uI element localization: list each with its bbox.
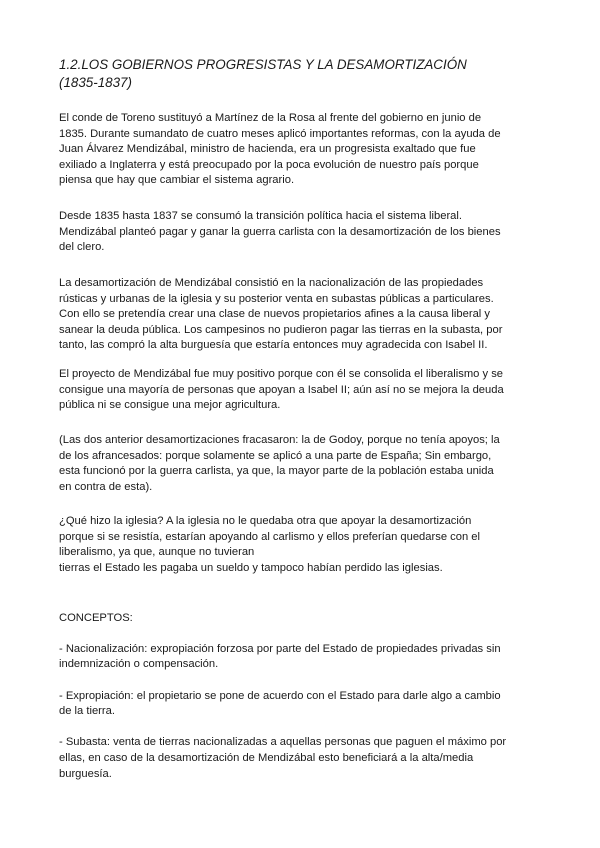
concept-expropiacion: - Expropiación: el propietario se pone de acuerdo con el Estado para darle algo a cambio de la tierra. bbox=[59, 689, 501, 718]
paragraph-liberal-transition: Desde 1835 hasta 1837 se consumó la transición política hacia el sistema liberal. Mendizábal planteó pagar y ganar la guerra carlista con la desamortización de los bienes del clero. bbox=[59, 210, 501, 254]
paragraph-project-evaluation: El proyecto de Mendizábal fue muy positivo porque con él se consolida el liberalismo y se consigue una mayoría de personas que apoyan a Isabel II; aún así no se mejora la deuda pública ni se consigue una mejor agricultura. bbox=[59, 368, 504, 412]
paragraph-previous-desamortizations: (Las dos anterior desamortizaciones fracasaron: la de Godoy, porque no tenía apoyos; la de los afrancesados: porque solamente se aplicó a una parte de España; Sin embargo, esta funcionó por la guerra carlista, ya que, la mayor parte de la población estaba unida en contra de esta). bbox=[59, 434, 500, 493]
document-title: 1.2.LOS GOBIERNOS PROGRESISTAS Y LA DESAMORTIZACIÓN (1835-1837) bbox=[59, 57, 467, 90]
concept-subasta: - Subasta: venta de tierras nacionalizadas a aquellas personas que paguen el máximo por ellas, en caso de la desamortización de Mendizábal esto beneficiará a la alta/media burguesía. bbox=[59, 736, 507, 780]
concepts-section bbox=[59, 595, 549, 798]
paragraph-church-response: ¿Qué hizo la iglesia? A la iglesia no le quedaba otra que apoyar la desamortización porque si se resistía, estarían apoyando al carlismo y ellos preferían quedarse con el liberalismo, ya que, aunque no tuvieran tierras el Estado les pagaba un sueldo y tampoco habían perdido las iglesias. bbox=[59, 515, 481, 574]
paragraph-desamortizacion-definition: La desamortización de Mendizábal consistió en la nacionalización de las propiedades rústicas y urbanas de la iglesia y su posterior venta en subastas públicas a particulares. Con ello se pretendía crear una clase de nuevos propietarios afines a la causa liberal y sanear la deuda pública. Los campesinos no pudieron pagar las tierras en la subasta, por tanto, las compró la alta burguesía que estaría entonces muy agradecida con Isabel II. bbox=[59, 277, 503, 352]
concept-nacionalizacion: - Nacionalización: expropiación forzosa por parte del Estado de propiedades privadas sin indemnización o compensación. bbox=[59, 642, 501, 671]
concepts-heading: CONCEPTOS: bbox=[59, 611, 133, 624]
paragraph-toreno-mendizabal: El conde de Toreno sustituyó a Martínez de la Rosa al frente del gobierno en junio de 1835. Durante sumandato de cuatro meses aplicó importantes reformas, con la ayuda de Juan Álvarez Mendizábal, ministro de hacienda, era un progresista exaltado que fue exiliado a Inglaterra y está preocupado por la poca evolución de nuestro país porque piensa que hay que cambiar el sistema agrario. bbox=[59, 112, 501, 187]
